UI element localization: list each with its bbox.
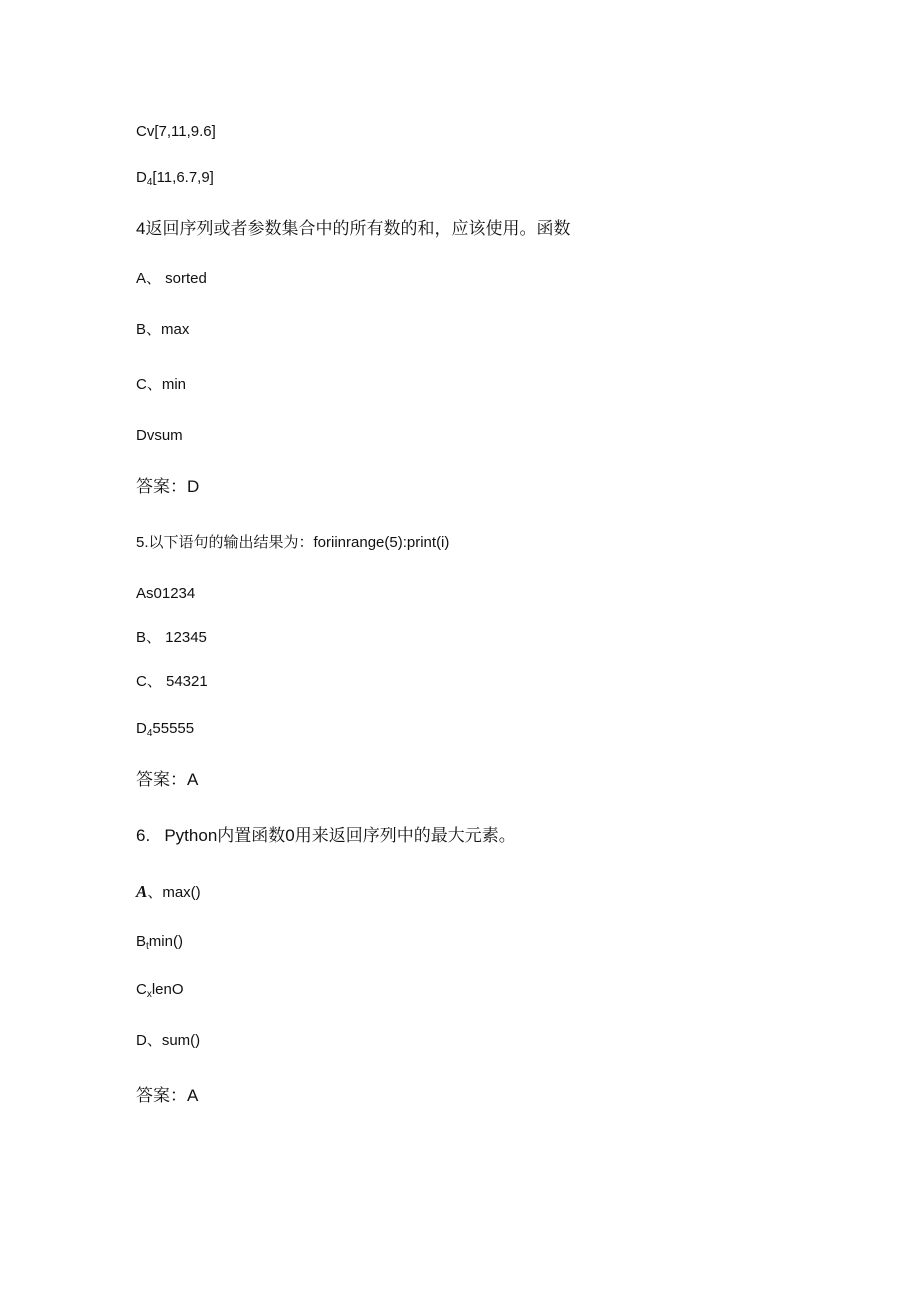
q4-option-d: Dvsum	[136, 427, 183, 444]
q4-option-b: B、max	[136, 321, 190, 338]
q3-option-c	[136, 122, 216, 142]
option-marker: v	[146, 123, 155, 140]
q6-stem: 6. Python内置函数0用来返回序列中的最大元素。	[136, 826, 516, 845]
option-text: 、max()	[147, 884, 201, 901]
q6-option-d: D、sum()	[136, 1032, 201, 1049]
q4-answer: 答案：D	[136, 477, 200, 496]
option-text: 55555	[152, 720, 195, 737]
option-text: min()	[148, 933, 183, 950]
option-letter: D	[136, 720, 147, 737]
q6-option-c	[136, 980, 184, 1005]
option-letter: C	[136, 981, 147, 998]
option-marker: 4	[146, 728, 153, 739]
q4-option-a: A、 sorted	[136, 270, 207, 287]
q4-stem: 4返回序列或者参数集合中的所有数的和，应该使用。函数	[136, 219, 571, 238]
q5-stem: 5.以下语句的输出结果为：foriinrange(5):print(i)	[136, 534, 450, 551]
q3-option-d	[136, 168, 214, 193]
q5-option-d	[136, 719, 194, 744]
option-marker: 4	[146, 177, 153, 188]
option-text: lenO	[151, 981, 184, 998]
option-letter: B	[136, 933, 147, 950]
q5-option-a: As01234	[136, 585, 196, 602]
option-text: [11,6.7,9]	[152, 169, 214, 186]
q5-option-c: C、 54321	[136, 673, 208, 690]
option-letter: A	[136, 882, 148, 901]
q6-answer: 答案：A	[136, 1086, 199, 1105]
option-marker: x	[146, 989, 152, 1000]
option-letter: D	[136, 169, 147, 186]
option-text: [7,11,9.6]	[154, 123, 216, 140]
option-letter: C	[136, 123, 147, 140]
q5-option-b: B、 12345	[136, 629, 207, 646]
q4-option-c: C、min	[136, 376, 187, 393]
option-marker: t	[146, 941, 149, 952]
q6-option-a	[136, 882, 201, 903]
q5-answer: 答案：A	[136, 770, 199, 789]
q6-option-b	[136, 932, 183, 957]
